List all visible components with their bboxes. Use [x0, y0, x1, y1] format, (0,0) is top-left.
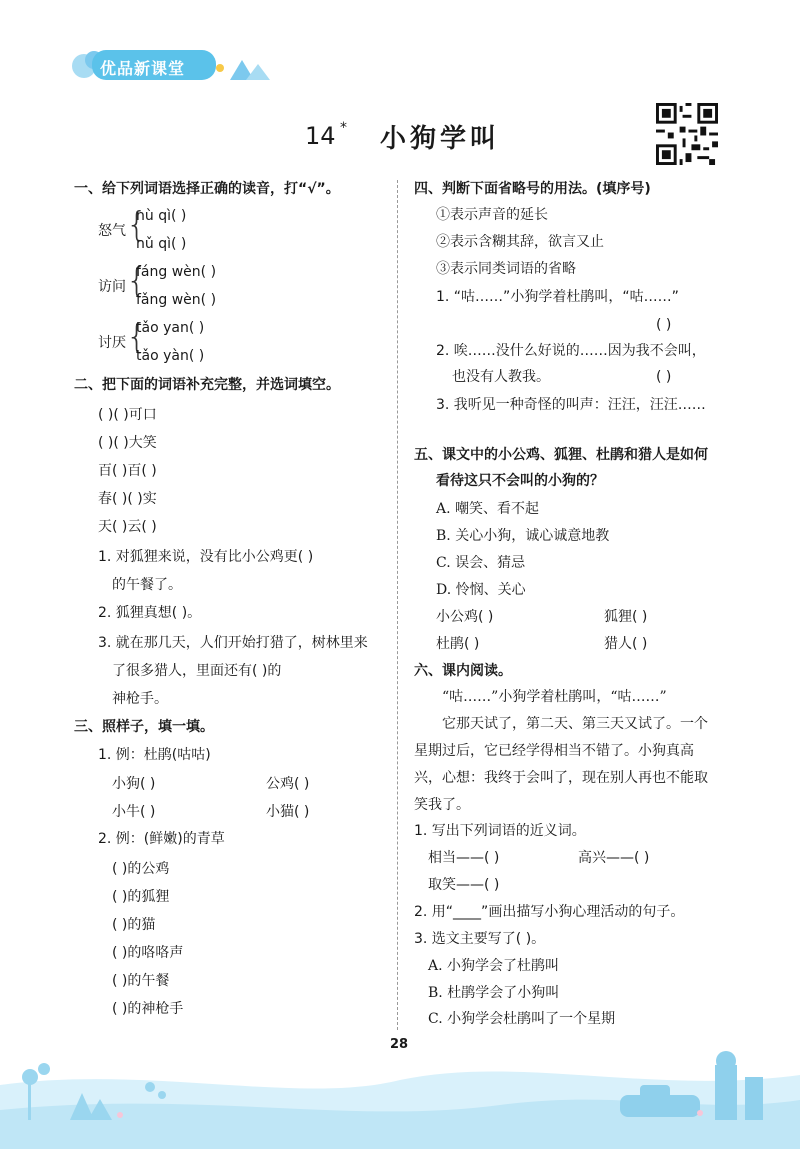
q3-fill[interactable]: ( )的咯咯声 [112, 945, 184, 961]
q4-line: 1. “咕……”小狗学着杜鹃叫，“咕……” [436, 289, 679, 305]
q6-question: 1. 写出下列词语的近义词。 [414, 823, 586, 839]
q1-word: 怒气 [98, 223, 126, 239]
q2-idiom[interactable]: ( )( )大笑 [98, 435, 157, 451]
q1-word: 讨厌 [98, 335, 126, 351]
q5-option: A. 嘲笑、看不起 [436, 501, 540, 517]
q4-heading: 四、判断下面省略号的用法。(填序号) [414, 181, 651, 197]
q4-line: 也没有人教我。 [452, 369, 550, 385]
q1-option[interactable]: nǔ qì( ) [136, 236, 187, 252]
q3-example: 1. 例：杜鹃(咕咕) [98, 747, 211, 763]
q2-sentence: 3. 就在那几天，人们开始打猎了，树林里来 [98, 635, 368, 651]
brace: { [126, 317, 148, 357]
q6-passage: 笑我了。 [414, 797, 470, 813]
q5-answer[interactable]: 杜鹃( ) [436, 636, 480, 652]
q1-option[interactable]: nù qì( ) [136, 208, 187, 224]
q3-pair[interactable]: 小牛( ) [112, 804, 156, 820]
q6-passage: “咕……”小狗学着杜鹃叫，“咕……” [442, 689, 667, 705]
q2-idiom[interactable]: 百( )百( ) [98, 463, 157, 479]
q5-answer[interactable]: 狐狸( ) [604, 609, 648, 625]
brace: { [126, 205, 148, 245]
q2-idiom[interactable]: ( )( )可口 [98, 407, 157, 423]
q5-answer[interactable]: 猎人( ) [604, 636, 648, 652]
q4-use: ③表示同类词语的省略 [436, 261, 576, 277]
qr-code[interactable] [656, 103, 718, 165]
q3-pair[interactable]: 小狗( ) [112, 776, 156, 792]
lesson-mark: * [340, 120, 347, 136]
q3-heading: 三、照样子，填一填。 [74, 719, 214, 735]
q4-use: ②表示含糊其辞，欲言又止 [436, 234, 604, 250]
q6-heading: 六、课内阅读。 [414, 663, 512, 679]
q2-idiom[interactable]: 春( )( )实 [98, 491, 157, 507]
page-title: 小狗学叫 [380, 124, 501, 154]
q6-synonym[interactable]: 相当——( ) [428, 850, 500, 866]
q5-option: D. 怜悯、关心 [436, 582, 526, 598]
q2-sentence[interactable]: 2. 狐狸真想( )。 [98, 605, 202, 621]
q2-sentence: 神枪手。 [112, 691, 168, 707]
q6-passage: 它那天试了，第二天、第三天又试了。一个 [442, 716, 708, 732]
column-divider [397, 180, 398, 1030]
q5-option: B. 关心小狗，诚心诚意地教 [436, 528, 610, 544]
q2-sentence[interactable]: 了很多猎人，里面还有( )的 [112, 663, 282, 679]
q3-example: 2. 例：(鲜嫩)的青草 [98, 831, 225, 847]
q3-pair[interactable]: 公鸡( ) [266, 776, 310, 792]
q1-word: 访问 [98, 279, 126, 295]
brand-text: 优品新课堂 [100, 59, 186, 78]
q3-fill[interactable]: ( )的午餐 [112, 973, 170, 989]
q6-choice: C. 小狗学会杜鹃叫了一个星期 [428, 1011, 616, 1027]
q1-option[interactable]: fǎng wèn( ) [136, 292, 217, 308]
q1-option[interactable]: tǎo yàn( ) [136, 348, 205, 364]
q1-option[interactable]: fáng wèn( ) [136, 264, 217, 280]
q4-answer-box[interactable]: ( ) [656, 369, 672, 385]
q5-answer[interactable]: 小公鸡( ) [436, 609, 494, 625]
q6-question: 2. 用“____”画出描写小狗心理活动的句子。 [414, 904, 685, 920]
q5-heading: 看待这只不会叫的小狗的？ [436, 473, 604, 489]
q2-sentence: 的午餐了。 [112, 577, 182, 593]
q4-use: ①表示声音的延长 [436, 207, 548, 223]
q3-pair[interactable]: 小猫( ) [266, 804, 310, 820]
lesson-number: 14 [305, 122, 336, 150]
q6-synonym[interactable]: 取笑——( ) [428, 877, 500, 893]
q6-passage: 兴，心想：我终于会叫了，现在别人再也不能取 [414, 770, 708, 786]
q3-fill[interactable]: ( )的狐狸 [112, 889, 170, 905]
page-number: 28 [390, 1037, 409, 1052]
q3-fill[interactable]: ( )的神枪手 [112, 1001, 184, 1017]
q6-choice: A. 小狗学会了杜鹃叫 [428, 958, 560, 974]
q2-sentence[interactable]: 1. 对狐狸来说，没有比小公鸡更( ) [98, 549, 314, 565]
q1-option[interactable]: tǎo yan( ) [136, 320, 205, 336]
brace: { [126, 261, 148, 301]
q3-fill[interactable]: ( )的猫 [112, 917, 156, 933]
q4-line: 3. 我听见一种奇怪的叫声：汪汪，汪汪…… [436, 397, 706, 413]
q6-passage: 星期过后，它已经学得相当不错了。小狗真高 [414, 743, 694, 759]
q5-heading: 五、课文中的小公鸡、狐狸、杜鹃和猎人是如何 [414, 447, 708, 463]
q5-option: C. 误会、猜忌 [436, 555, 526, 571]
q1-heading: 一、给下列词语选择正确的读音，打“√”。 [74, 181, 340, 197]
q2-idiom[interactable]: 天( )云( ) [98, 519, 157, 535]
q6-choice: B. 杜鹃学会了小狗叫 [428, 985, 560, 1001]
q3-fill[interactable]: ( )的公鸡 [112, 861, 170, 877]
q2-heading: 二、把下面的词语补充完整，并选词填空。 [74, 377, 340, 393]
q4-answer-box[interactable]: ( ) [656, 317, 672, 333]
q6-question[interactable]: 3. 选文主要写了( )。 [414, 931, 546, 947]
q4-line: 2. 唉……没什么好说的……因为我不会叫， [436, 343, 706, 359]
q6-synonym[interactable]: 高兴——( ) [578, 850, 650, 866]
